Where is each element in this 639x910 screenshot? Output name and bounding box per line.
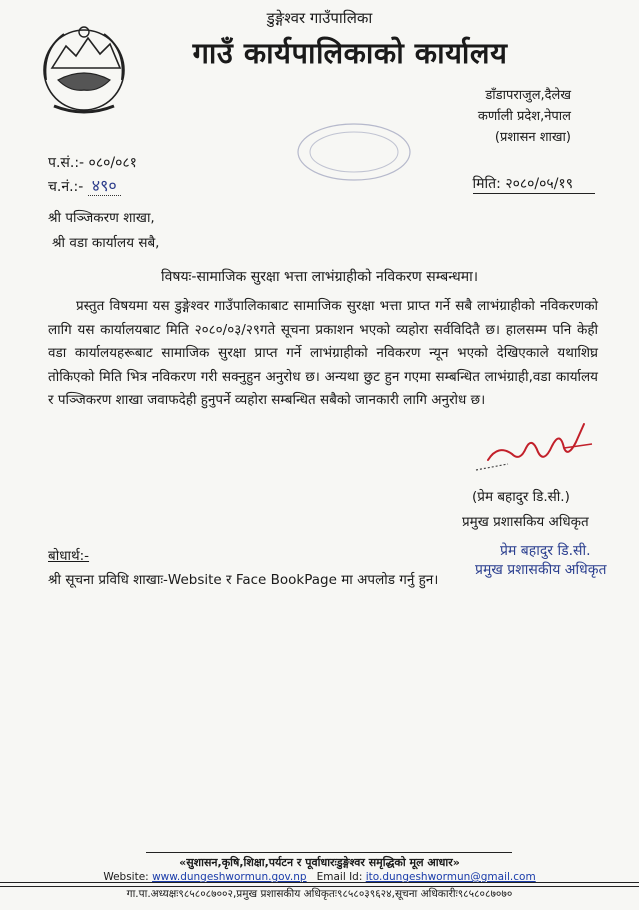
letter-body [48, 295, 598, 413]
signatory-post: प्रमुख प्रशासकिय अधिकृत [462, 514, 589, 530]
signatory-name: (प्रेम बहादुर डि.सी.) [472, 489, 570, 505]
body-paragraph: प्रस्तुत विषयमा यस डुङ्गेश्वर गाउँपालिकाबाट सामाजिक सुरक्षा भत्ता प्राप्त गर्ने सबै लाभंग्राहीको नविकरणको लागि यस कार्यालयबाट मिति २०८०/०३/२९गते सूचना प्रकाशन भएको व्यहोरा सर्वविदितै छ। हालसम्म पनि केही वडा कार्यालयहरूबाट सामाजिक सुरक्षा प्राप्त गर्ने लाभंग्राहीको नविकरण न्यून भएको देखिएकाले यथाशिघ्र तोकिएको मिति भित्र नविकरण गरी सक्नुहुन अनुरोध छ। अन्यथा छुट हुन गएमा सम्बन्धित लाभंग्राही,वडा कार्यालय र पञ्जिकरण शाखा जवाफदेही हुनुपर्ने व्यहोरा सम्बन्धित सबैको जानकारी लागि अनुरोध छ। [48, 298, 598, 408]
website-link[interactable]: www.dungeshwormun.gov.np [152, 871, 307, 883]
office-title: गाउँ कार्यपालिकाको कार्यालय [192, 36, 508, 70]
footer-motto: «सुशासन,कृषि,शिक्षा,पर्यटन र पूर्वाधारःडुङ्गेश्वर समृद्धिको मूल आधार» [179, 856, 460, 869]
cn-label: च.नं.:- [48, 179, 84, 195]
date-underline [473, 193, 595, 194]
address-line-3: (प्रशासन शाखा) [494, 130, 571, 145]
recipient-line-2: श्री वडा कार्यालय सबै, [52, 235, 160, 251]
stamp-signatory-post: प्रमुख प्रशासकीय अधिकृत [475, 562, 607, 578]
dispatch-number [48, 174, 121, 196]
footer-phones: गा.पा.अध्यक्षः९८५८०८७००२,प्रमुख प्रशासकीय अधिकृतः९८५८०३९६२४,सूचना अधिकारीः९८५८०८७०७० [126, 888, 513, 900]
email-link[interactable]: ito.dungeshwormun@gmail.com [365, 871, 536, 883]
recipient-line-1: श्री पञ्जिकरण शाखा, [48, 210, 155, 226]
date-value: २०८०/०५/१९ [505, 176, 573, 192]
stamp-signatory-name: प्रेम बहादुर डि.सी. [500, 543, 591, 559]
municipality-name: डुङ्गेश्वर गाउँपालिका [266, 9, 373, 27]
ps-value: ०८०/०८१ [88, 155, 137, 171]
office-seal-stamp [294, 120, 414, 184]
address-line-1: डाँडापराजुल,दैलेख [485, 88, 571, 103]
subject-line: विषयः-सामाजिक सुरक्षा भत्ता लाभंग्राहीको नविकरण सम्बन्धमा। [160, 269, 479, 285]
reference-number [48, 153, 137, 172]
cc-text: श्री सूचना प्रविधि शाखाः-Website र Face BookPage मा अपलोड गर्नु हुन। [48, 572, 439, 588]
email-label: Email Id: [316, 871, 363, 883]
cc-label: बोधार्थ:- [48, 548, 90, 564]
letter-date [473, 174, 573, 193]
address-line-2: कर्णाली प्रदेश,नेपाल [477, 109, 571, 124]
date-label: मिति: [472, 176, 501, 192]
footer-top-rule [146, 852, 512, 853]
cn-value: ४९० [88, 176, 121, 196]
emblem-logo [38, 20, 130, 120]
website-label: Website: [103, 871, 149, 883]
handwritten-signature [468, 414, 598, 484]
ps-label: प.सं.:- [48, 155, 85, 171]
